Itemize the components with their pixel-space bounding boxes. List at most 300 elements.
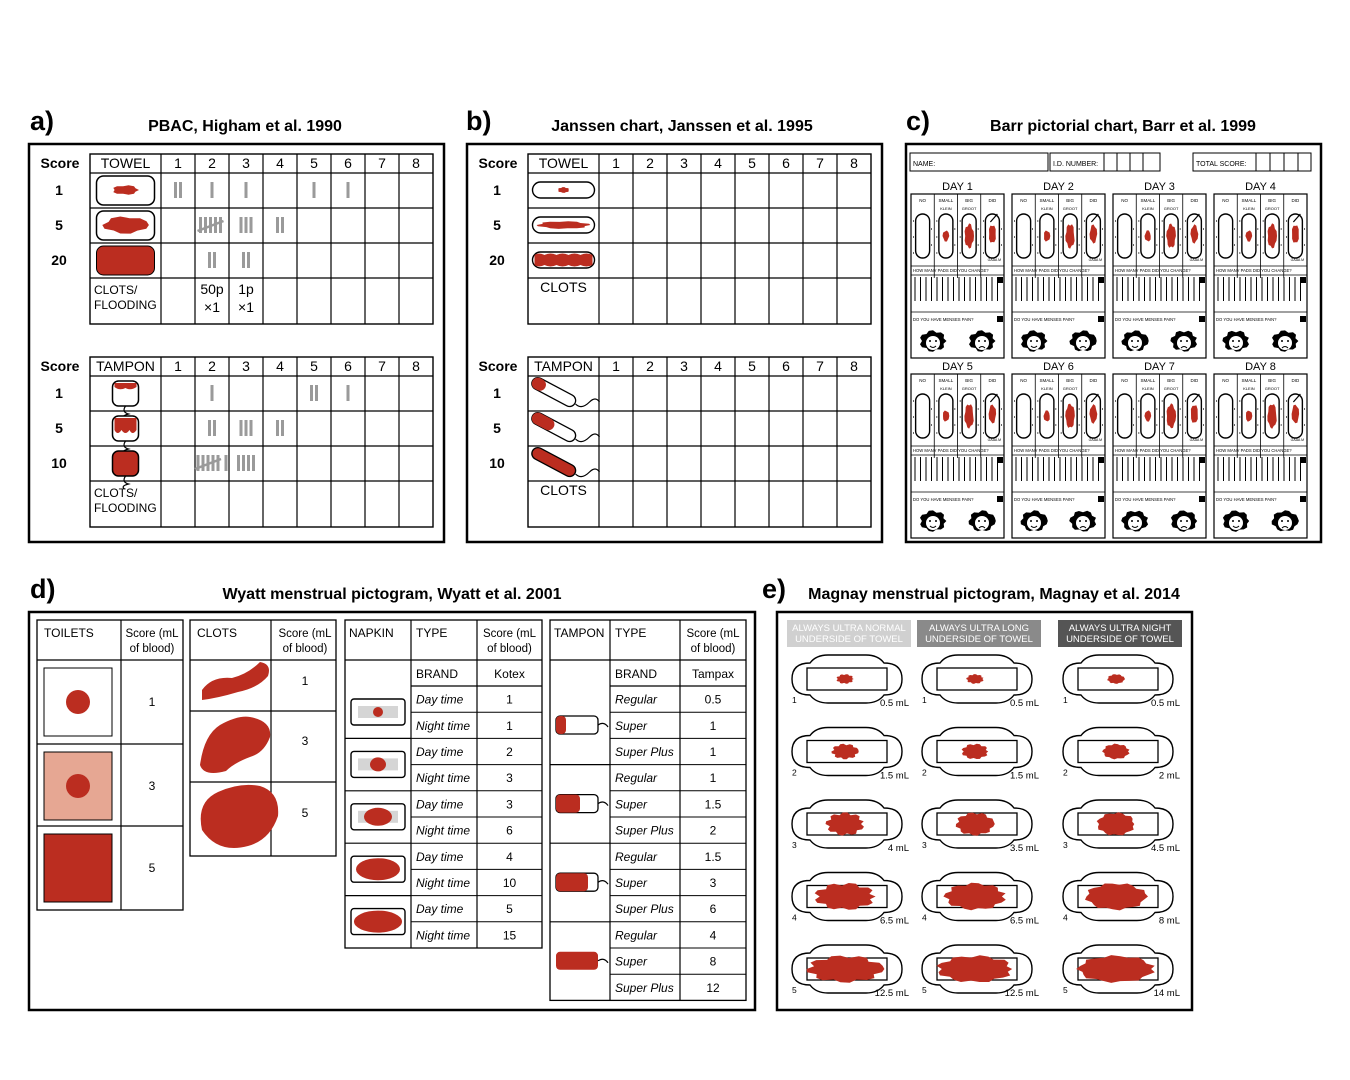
day-header: 7 [378, 358, 386, 374]
day-header: 1 [612, 358, 620, 374]
tampon-stain [556, 873, 588, 891]
volume-label: 6.5 mL [1009, 915, 1039, 927]
product-type: Super Plus [615, 980, 674, 995]
day-header: 2 [646, 358, 654, 374]
tampon-string [598, 881, 608, 885]
napkin-stain [373, 707, 383, 717]
tiny-caption: GAAA M [1189, 258, 1204, 262]
towel-pictogram [1063, 873, 1180, 927]
tampon-icon [530, 445, 600, 478]
tampon-icon [556, 873, 608, 891]
day-header: 7 [816, 155, 824, 171]
score-value: 15 [502, 928, 517, 943]
clot-large [201, 785, 278, 848]
panel-e-title: Magnay menstrual pictogram, Magnay et al. 2014 [808, 586, 1180, 603]
face [1177, 336, 1191, 350]
eye [935, 520, 937, 522]
volume-label: 2 mL [1158, 770, 1180, 782]
tally-mark [241, 420, 251, 436]
eye [978, 340, 980, 342]
mark-square [1199, 496, 1205, 502]
day-header: 3 [242, 155, 250, 171]
sub-head: GROOT [1062, 206, 1078, 211]
brand-name: Kotex [494, 667, 525, 681]
question-pain: DO YOU HAVE MENSES PAIN? [1216, 497, 1277, 502]
towel-pictogram [1063, 945, 1180, 999]
column-head: DID [1089, 198, 1098, 203]
score-value: 1 [506, 718, 513, 733]
day-block [1113, 181, 1206, 358]
panel-frame [29, 144, 444, 542]
day-header: 5 [748, 155, 756, 171]
question-pain: DO YOU HAVE MENSES PAIN? [913, 317, 974, 322]
eye [1079, 520, 1081, 522]
question-pain: DO YOU HAVE MENSES PAIN? [1115, 317, 1176, 322]
face-icon [1121, 330, 1148, 351]
tampon-rotated [530, 375, 578, 408]
tiny-caption: GAAA M [1189, 438, 1204, 442]
day-header: 4 [276, 358, 284, 374]
clot-stain [1191, 405, 1198, 422]
clot-medium [200, 717, 270, 773]
day-label: DAY 3 [1144, 181, 1175, 193]
id-label: I.D. NUMBER: [1053, 161, 1099, 168]
day-label: DAY 2 [1043, 181, 1074, 193]
face-icon [1272, 330, 1298, 351]
column-head: NO [1222, 198, 1229, 203]
column-head: NO [919, 378, 926, 383]
question-pads: HOW MANY PADS DID YOU CHANGE? [1216, 448, 1292, 453]
towel-pictogram [922, 800, 1039, 854]
sub-head: KLEIN [940, 206, 952, 211]
face [975, 516, 989, 530]
mark-square [1300, 277, 1306, 283]
tally-mark [210, 252, 215, 268]
column-head: SMALL [938, 198, 954, 203]
product-type: Super Plus [615, 902, 674, 917]
column-head: NO [1121, 198, 1128, 203]
day-header: 8 [412, 358, 420, 374]
row-number: 3 [792, 840, 797, 850]
sub-head: GROOT [1163, 386, 1179, 391]
tampon-stain [556, 795, 580, 813]
row-number: 3 [922, 840, 927, 850]
sub-head: GROOT [961, 206, 977, 211]
score-value: 4 [709, 928, 717, 943]
napkin-header: NAPKIN [349, 626, 394, 640]
eye [1281, 520, 1283, 522]
tally-mark [244, 252, 249, 268]
tampon-body [556, 952, 598, 970]
sub-head: GROOT [961, 386, 977, 391]
score-value: 3 [148, 779, 156, 793]
volume-label: 12.5 mL [874, 988, 909, 999]
napkin-icon [351, 804, 405, 830]
column-head: BIG [1066, 378, 1075, 383]
column-head: BIG [965, 198, 974, 203]
face-icon [1171, 511, 1197, 532]
column-head: DID [988, 198, 997, 203]
tally-mark [176, 182, 181, 198]
day-header: 3 [680, 155, 688, 171]
napkin-icon [351, 856, 405, 882]
column-head: SMALL [1140, 378, 1156, 383]
tampon-icon [556, 952, 608, 970]
pad-capsule [916, 214, 930, 258]
day-header: 8 [850, 358, 858, 374]
tampon-table [479, 357, 871, 527]
score-value: 5 [301, 806, 309, 820]
score-value: 12 [706, 980, 720, 995]
column-header: UNDERSIDE OF TOWEL [925, 634, 1033, 645]
day-header: 2 [208, 358, 216, 374]
score-value: 10 [489, 455, 505, 471]
towel-pictogram [792, 655, 909, 709]
panel-c-letter: c) [906, 106, 931, 136]
row-number: 1 [792, 695, 797, 705]
score-value: 5 [506, 902, 513, 917]
product-type: Day time [416, 797, 464, 812]
tampon-string [576, 399, 600, 407]
tampon-body [113, 451, 139, 476]
score-value: 20 [51, 252, 67, 268]
volume-label: 1.5 mL [879, 770, 909, 782]
day-header: 8 [850, 155, 858, 171]
sub-head: KLEIN [1243, 206, 1255, 211]
face [1278, 516, 1292, 530]
column-head: SMALL [1241, 378, 1257, 383]
tampon-icon [113, 416, 139, 454]
day-block [1012, 361, 1105, 538]
day-header: 4 [276, 155, 284, 171]
score-value: 5 [493, 217, 501, 233]
row-number: 4 [922, 912, 927, 923]
towel-pictogram [922, 728, 1039, 782]
clots-count: 1p [238, 281, 254, 297]
product-type: Super [615, 718, 648, 733]
tampon-icon [530, 375, 600, 408]
eye [1131, 340, 1133, 342]
tampon-header: TAMPON [534, 358, 593, 374]
product-type: Super [615, 954, 648, 969]
tampon-string [576, 434, 600, 442]
sub-head: GROOT [1163, 206, 1179, 211]
toilet-drop [66, 690, 90, 714]
towel-header: TOWEL [538, 155, 589, 171]
tally-mark [239, 455, 254, 471]
clots-label: CLOTS [540, 279, 587, 295]
towel-header: TOWEL [100, 155, 151, 171]
brand-label: BRAND [615, 667, 658, 681]
column-head: SMALL [938, 378, 954, 383]
volume-label: 4 mL [887, 843, 909, 854]
day-header: 5 [310, 155, 318, 171]
pad-capsule [1219, 394, 1233, 438]
face-icon [1223, 511, 1249, 532]
towel-pictogram [922, 945, 1039, 999]
napkin-stain [364, 808, 392, 826]
eye [1131, 520, 1133, 522]
clot-stain [1292, 226, 1299, 243]
eye [1232, 340, 1234, 342]
day-label: DAY 4 [1245, 181, 1276, 193]
score-value: 8 [709, 954, 717, 969]
day-header: 6 [782, 155, 790, 171]
pad-capsule [1219, 214, 1233, 258]
product-type: Super [615, 797, 648, 812]
tampon-table [550, 620, 746, 1000]
column-head: BIG [1167, 378, 1176, 383]
clots-count: 50p [200, 281, 224, 297]
tampon-rotated [530, 410, 578, 443]
eye [1186, 340, 1188, 342]
day-label: DAY 6 [1043, 361, 1074, 373]
face-icon [1069, 330, 1096, 351]
score-value: 1.5 [704, 849, 722, 864]
panel-e [777, 612, 1192, 1010]
tiny-caption: GAAA M [1088, 258, 1103, 262]
panel-c [906, 144, 1321, 542]
day-block [1113, 361, 1206, 538]
tampon-icon [113, 451, 139, 489]
question-pain: DO YOU HAVE MENSES PAIN? [913, 497, 974, 502]
score-value: 3 [506, 771, 513, 786]
sub-head: KLEIN [1243, 386, 1255, 391]
toilets-header: TOILETS [44, 626, 94, 640]
towel-pictogram [922, 655, 1039, 709]
face [1177, 516, 1191, 530]
product-type: Night time [416, 718, 471, 733]
score-header: Score [40, 155, 80, 171]
face-icon [1069, 511, 1096, 532]
sub-head: KLEIN [1142, 386, 1154, 391]
face-icon [1272, 510, 1299, 531]
eye [984, 520, 986, 522]
column-head: BIG [1066, 198, 1075, 203]
face [1076, 336, 1090, 350]
volume-label: 6.5 mL [879, 915, 909, 927]
face-icon [1021, 330, 1048, 351]
score-header: of blood) [690, 643, 736, 655]
face-icon [969, 510, 996, 531]
score-value: 5 [493, 420, 501, 436]
score-value: 0.5 [704, 692, 722, 707]
row-number: 5 [922, 985, 927, 995]
eye [1186, 520, 1188, 522]
tampon-string [598, 802, 608, 806]
eye [1281, 340, 1283, 342]
day-header: 1 [174, 155, 182, 171]
column-header: ALWAYS ULTRA NORMAL [792, 623, 906, 634]
score-header: Score [478, 155, 518, 171]
tampon-icon [530, 410, 600, 443]
day-block [1214, 181, 1307, 358]
score-value: 3 [709, 876, 717, 890]
brand-name: Tampax [691, 667, 735, 681]
towel-pictogram [792, 728, 909, 782]
toilet-drop [66, 774, 90, 798]
question-pads: HOW MANY PADS DID YOU CHANGE? [1014, 448, 1090, 453]
eye [1232, 520, 1234, 522]
pad-stain [535, 254, 593, 267]
eye [984, 340, 986, 342]
product-type: Super Plus [615, 745, 674, 759]
eye [978, 520, 980, 522]
score-value: 1 [506, 692, 513, 707]
eye [1137, 520, 1139, 522]
eye [1137, 340, 1139, 342]
score-value: 1 [301, 674, 309, 688]
clots-count: ×1 [238, 299, 254, 315]
column-header: UNDERSIDE OF TOWEL [1066, 634, 1174, 645]
product-type: Super Plus [615, 823, 674, 838]
column-head: SMALL [1039, 378, 1055, 383]
name-label: NAME: [913, 161, 936, 168]
tally-mark [210, 420, 215, 436]
column-head: DID [1291, 378, 1300, 383]
column-head: DID [1190, 198, 1199, 203]
eye [1180, 520, 1182, 522]
score-header: Score (mL [482, 628, 537, 640]
tampon-table [41, 357, 433, 527]
face-icon [1222, 331, 1249, 352]
total-label: TOTAL SCORE: [1196, 161, 1247, 168]
eye [929, 520, 931, 522]
tally-mark [278, 217, 283, 233]
clots-label: CLOTS/ [94, 283, 138, 297]
score-value: 4 [506, 849, 513, 864]
brand-label: BRAND [416, 667, 459, 681]
eye [929, 340, 931, 342]
tampon-header: TAMPON [554, 626, 605, 640]
mark-square [1199, 277, 1205, 283]
volume-label: 0.5 mL [1150, 698, 1180, 709]
score-value: 1 [709, 718, 717, 733]
eye [1036, 520, 1038, 522]
day-header: 6 [344, 155, 352, 171]
tiny-caption: GAAA M [1088, 438, 1103, 442]
towel-pictogram [792, 873, 909, 927]
towel-table-frame [528, 154, 871, 324]
score-header: Score (mL [278, 628, 332, 640]
panel-b-title: Janssen chart, Janssen et al. 1995 [551, 118, 813, 135]
column-head: NO [1222, 378, 1229, 383]
panel-a [29, 144, 444, 542]
column-header: UNDERSIDE OF TOWEL [795, 634, 903, 645]
product-type: Regular [615, 849, 658, 864]
towel-pictogram [1063, 728, 1180, 782]
sub-head: GROOT [1062, 386, 1078, 391]
column-head: DID [1190, 378, 1199, 383]
pad-capsule [1017, 214, 1031, 258]
row-number: 3 [1063, 840, 1068, 850]
volume-label: 14 mL [1153, 988, 1180, 999]
product-type: Regular [615, 771, 658, 786]
product-type: Day time [416, 849, 464, 864]
volume-label: 0.5 mL [1009, 698, 1039, 709]
day-label: DAY 7 [1144, 361, 1175, 373]
napkin-icon [351, 751, 405, 777]
eye [1287, 520, 1289, 522]
panel-d [29, 612, 755, 1010]
score-value: 1 [55, 385, 63, 401]
clots-label: FLOODING [94, 501, 157, 515]
tampon-rotated [530, 445, 578, 478]
volume-label: 3.5 mL [1009, 843, 1039, 854]
column-head: NO [1020, 378, 1027, 383]
napkin-table [345, 620, 542, 948]
day-header: 4 [714, 358, 722, 374]
question-pain: DO YOU HAVE MENSES PAIN? [1014, 317, 1075, 322]
question-pads: HOW MANY PADS DID YOU CHANGE? [913, 268, 989, 273]
score-value: 10 [51, 455, 67, 471]
score-value: 1 [148, 695, 156, 709]
day-header: 3 [680, 358, 688, 374]
column-head: DID [988, 378, 997, 383]
face [1076, 516, 1090, 530]
score-value: 5 [55, 217, 63, 233]
day-header: 4 [714, 155, 722, 171]
panel-b [467, 144, 882, 542]
eye [1287, 340, 1289, 342]
row-number: 2 [1063, 767, 1068, 778]
score-value: 1 [709, 745, 717, 759]
tampon-string [598, 959, 608, 963]
day-header: 2 [208, 155, 216, 171]
sub-head: KLEIN [1041, 386, 1053, 391]
score-header: Score [40, 358, 80, 374]
towel-soaked-icon [97, 246, 155, 275]
score-value: 5 [148, 861, 156, 875]
day-header: 8 [412, 155, 420, 171]
towel-column [1058, 620, 1182, 999]
towel-pictogram [1063, 800, 1180, 854]
eye [1238, 340, 1240, 342]
tampon-stain [556, 716, 566, 734]
tally-mark [241, 217, 251, 233]
mark-square [1098, 277, 1104, 283]
score-value: 20 [489, 252, 505, 268]
score-header: Score [478, 358, 518, 374]
score-value: 1 [55, 182, 63, 198]
product-type: Night time [416, 771, 471, 786]
score-value: 1 [493, 385, 501, 401]
day-header: 6 [782, 358, 790, 374]
clots-header: CLOTS [197, 626, 238, 640]
volume-label: 0.5 mL [879, 698, 909, 709]
row-number: 4 [1063, 912, 1068, 923]
row-number: 2 [792, 767, 797, 778]
column-head: BIG [1268, 378, 1277, 383]
score-value: 2 [506, 745, 513, 759]
score-value: 10 [502, 876, 517, 890]
pad-capsule [1017, 394, 1031, 438]
column-header: ALWAYS ULTRA NIGHT [1068, 623, 1172, 634]
sub-head: KLEIN [940, 386, 952, 391]
mark-square [1300, 457, 1306, 463]
row-number: 1 [1063, 695, 1068, 705]
product-type: Day time [416, 692, 464, 707]
pad-capsule [916, 394, 930, 438]
eye [1030, 340, 1032, 342]
panel-a-title: PBAC, Higham et al. 1990 [148, 118, 342, 135]
face-icon [1170, 331, 1197, 352]
column-head: SMALL [1241, 198, 1257, 203]
question-pain: DO YOU HAVE MENSES PAIN? [1014, 497, 1075, 502]
clot-small [202, 662, 269, 700]
panel-b-letter: b) [466, 106, 492, 136]
tampon-header: TAMPON [96, 358, 155, 374]
